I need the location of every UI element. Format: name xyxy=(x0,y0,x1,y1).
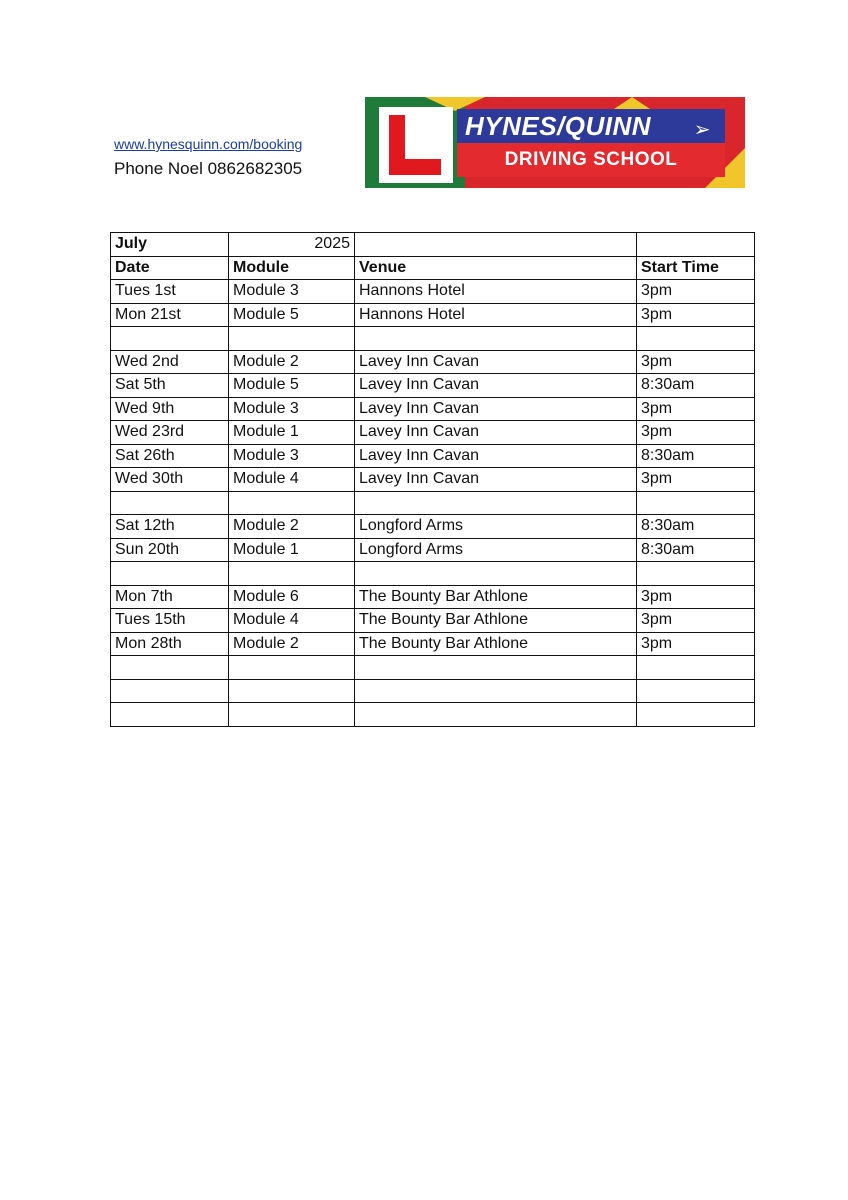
module-cell: Module 2 xyxy=(229,350,355,374)
date-cell: Mon 28th xyxy=(111,632,229,656)
module-cell: Module 3 xyxy=(229,280,355,304)
column-header-start-time: Start Time xyxy=(637,256,755,280)
venue-cell xyxy=(355,562,637,586)
start-time-cell xyxy=(637,703,755,727)
empty-cell xyxy=(355,233,637,257)
table-row xyxy=(111,656,755,680)
date-cell: Sat 26th xyxy=(111,444,229,468)
driving-school-logo xyxy=(365,97,745,188)
venue-cell xyxy=(355,327,637,351)
l-plate-icon xyxy=(379,107,453,183)
start-time-cell: 3pm xyxy=(637,397,755,421)
start-time-cell: 3pm xyxy=(637,421,755,445)
venue-cell: Longford Arms xyxy=(355,515,637,539)
year-cell: 2025 xyxy=(229,233,355,257)
date-cell xyxy=(111,327,229,351)
module-cell xyxy=(229,562,355,586)
start-time-cell: 3pm xyxy=(637,350,755,374)
table-row xyxy=(111,303,755,327)
table-row xyxy=(111,397,755,421)
date-cell: Mon 21st xyxy=(111,303,229,327)
start-time-cell xyxy=(637,491,755,515)
date-cell xyxy=(111,491,229,515)
phone-number: Phone Noel 0862682305 xyxy=(114,159,303,178)
start-time-cell: 3pm xyxy=(637,468,755,492)
booking-link[interactable]: www.hynesquinn.com/booking xyxy=(114,136,303,152)
start-time-cell: 3pm xyxy=(637,280,755,304)
venue-cell: Lavey Inn Cavan xyxy=(355,350,637,374)
venue-cell: Hannons Hotel xyxy=(355,303,637,327)
venue-cell: Lavey Inn Cavan xyxy=(355,468,637,492)
start-time-cell: 8:30am xyxy=(637,515,755,539)
date-cell: Tues 1st xyxy=(111,280,229,304)
table-row xyxy=(111,679,755,703)
logo-yellow-accent xyxy=(614,97,650,109)
empty-cell xyxy=(637,233,755,257)
start-time-cell xyxy=(637,562,755,586)
date-cell: Sun 20th xyxy=(111,538,229,562)
table-row xyxy=(111,538,755,562)
module-cell: Module 4 xyxy=(229,609,355,633)
table-row xyxy=(111,350,755,374)
date-cell: Wed 23rd xyxy=(111,421,229,445)
date-cell xyxy=(111,703,229,727)
start-time-cell xyxy=(637,656,755,680)
column-header-venue: Venue xyxy=(355,256,637,280)
venue-cell: Hannons Hotel xyxy=(355,280,637,304)
venue-cell xyxy=(355,656,637,680)
table-row xyxy=(111,374,755,398)
date-cell xyxy=(111,679,229,703)
table-row xyxy=(111,491,755,515)
start-time-cell: 8:30am xyxy=(637,538,755,562)
date-cell: Sat 12th xyxy=(111,515,229,539)
venue-cell: The Bounty Bar Athlone xyxy=(355,609,637,633)
start-time-cell: 3pm xyxy=(637,632,755,656)
header-row xyxy=(111,256,755,280)
module-cell: Module 3 xyxy=(229,397,355,421)
date-cell: Sat 5th xyxy=(111,374,229,398)
venue-cell: Lavey Inn Cavan xyxy=(355,397,637,421)
venue-cell xyxy=(355,703,637,727)
module-cell: Module 3 xyxy=(229,444,355,468)
date-cell: Wed 2nd xyxy=(111,350,229,374)
module-cell xyxy=(229,656,355,680)
module-cell: Module 1 xyxy=(229,421,355,445)
module-cell: Module 1 xyxy=(229,538,355,562)
module-cell: Module 4 xyxy=(229,468,355,492)
table-row xyxy=(111,444,755,468)
month-cell: July xyxy=(111,233,229,257)
start-time-cell: 8:30am xyxy=(637,444,755,468)
module-cell xyxy=(229,491,355,515)
date-cell: Wed 9th xyxy=(111,397,229,421)
module-cell xyxy=(229,327,355,351)
venue-cell: Lavey Inn Cavan xyxy=(355,421,637,445)
logo-subtitle: DRIVING SCHOOL xyxy=(457,143,725,177)
module-cell xyxy=(229,679,355,703)
date-cell xyxy=(111,562,229,586)
table-row xyxy=(111,468,755,492)
start-time-cell: 3pm xyxy=(637,609,755,633)
start-time-cell xyxy=(637,327,755,351)
start-time-cell: 8:30am xyxy=(637,374,755,398)
table-row xyxy=(111,585,755,609)
module-cell: Module 6 xyxy=(229,585,355,609)
table-row xyxy=(111,515,755,539)
column-header-date: Date xyxy=(111,256,229,280)
start-time-cell xyxy=(637,679,755,703)
venue-cell: The Bounty Bar Athlone xyxy=(355,585,637,609)
module-cell xyxy=(229,703,355,727)
venue-cell: Lavey Inn Cavan xyxy=(355,444,637,468)
date-cell xyxy=(111,656,229,680)
venue-cell xyxy=(355,491,637,515)
venue-cell: The Bounty Bar Athlone xyxy=(355,632,637,656)
module-cell: Module 5 xyxy=(229,374,355,398)
table-row xyxy=(111,280,755,304)
venue-cell xyxy=(355,679,637,703)
contact-block xyxy=(114,134,302,180)
venue-cell: Longford Arms xyxy=(355,538,637,562)
table-row xyxy=(111,609,755,633)
date-cell: Mon 7th xyxy=(111,585,229,609)
table-row xyxy=(111,562,755,586)
table-row xyxy=(111,327,755,351)
logo-brand-bar xyxy=(457,109,725,143)
start-time-cell: 3pm xyxy=(637,585,755,609)
schedule-table xyxy=(110,232,755,727)
start-time-cell: 3pm xyxy=(637,303,755,327)
venue-cell: Lavey Inn Cavan xyxy=(355,374,637,398)
column-header-module: Module xyxy=(229,256,355,280)
logo-name: HYNES/QUINN xyxy=(465,111,652,141)
date-cell: Wed 30th xyxy=(111,468,229,492)
table-row xyxy=(111,703,755,727)
bird-icon: ➢ xyxy=(693,119,711,141)
date-cell: Tues 15th xyxy=(111,609,229,633)
module-cell: Module 2 xyxy=(229,632,355,656)
module-cell: Module 5 xyxy=(229,303,355,327)
table-row xyxy=(111,632,755,656)
month-row xyxy=(111,233,755,257)
module-cell: Module 2 xyxy=(229,515,355,539)
table-row xyxy=(111,421,755,445)
